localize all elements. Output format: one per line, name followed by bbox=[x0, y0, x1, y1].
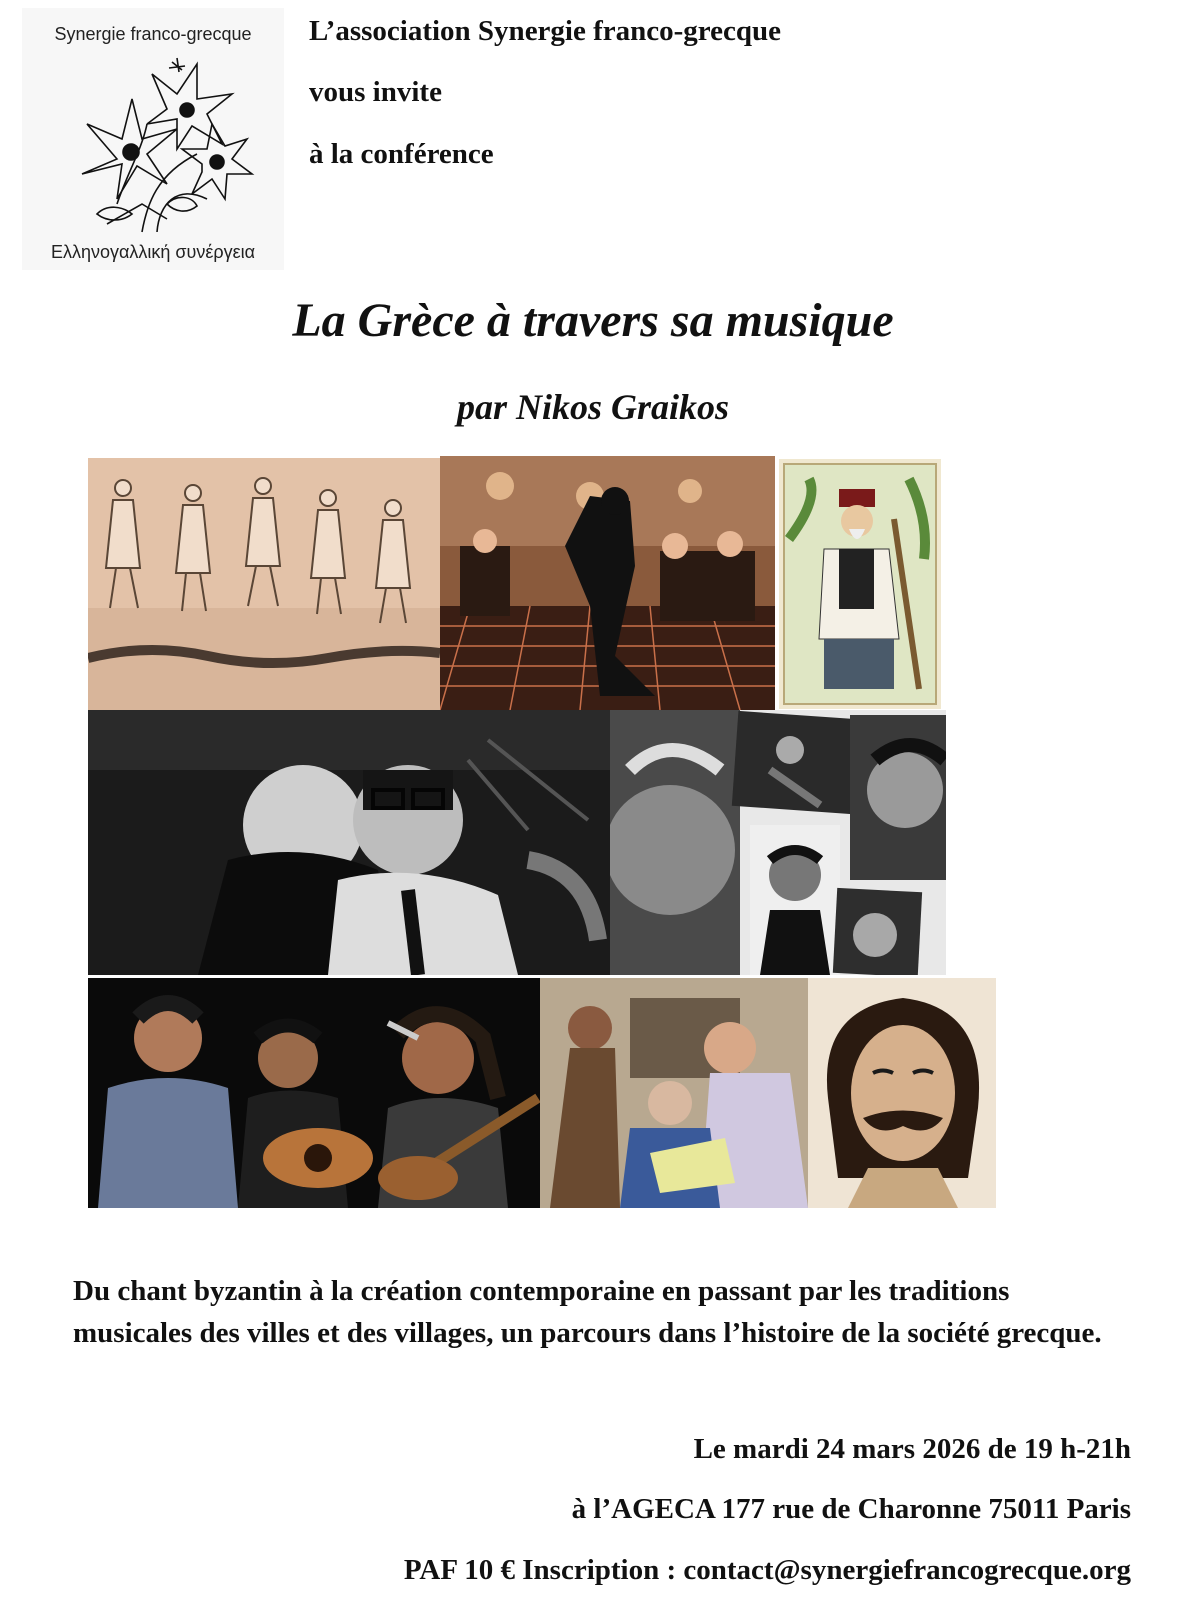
singers-concert-photo bbox=[88, 978, 540, 1208]
dancers-engraving-photo bbox=[88, 458, 440, 710]
author: par Nikos Graikos bbox=[456, 387, 730, 427]
two-composers-studio-photo bbox=[88, 710, 610, 975]
composer-reading-photo bbox=[540, 978, 808, 1208]
mustached-man-portrait-photo bbox=[808, 978, 996, 1208]
header-invite: vous invite bbox=[309, 76, 442, 108]
header-conference: à la conférence bbox=[309, 138, 494, 170]
folk-musician-painting-photo bbox=[779, 459, 941, 709]
event-registration: PAF 10 € Inscription : contact@synergiefrancogrecque.org bbox=[403, 1554, 1131, 1586]
page-title: La Grèce à travers sa musique bbox=[292, 294, 894, 347]
logo-name-gr: Ελληνογαλλική συνέργεια bbox=[50, 242, 256, 262]
rebetiko-dancer-painting-photo bbox=[440, 456, 775, 710]
logo-name-fr: Synergie franco-grecque bbox=[54, 24, 252, 44]
event-date: Le mardi 24 mars 2026 de 19 h-21h bbox=[693, 1433, 1131, 1465]
event-venue: à l’AGECA 177 rue de Charonne 75011 Paris bbox=[571, 1493, 1131, 1525]
anemone-flowers-icon bbox=[47, 54, 259, 236]
header-association: L’association Synergie franco-grecque bbox=[309, 15, 782, 47]
event-description: Du chant byzantin à la création contemporaine en passant par les traditions musicales des villes et des villages, un parcours dans l’histoire de la société grecque. bbox=[73, 1275, 1102, 1349]
rebetiko-musicians-collage-photo bbox=[610, 710, 946, 975]
association-logo bbox=[22, 8, 284, 270]
